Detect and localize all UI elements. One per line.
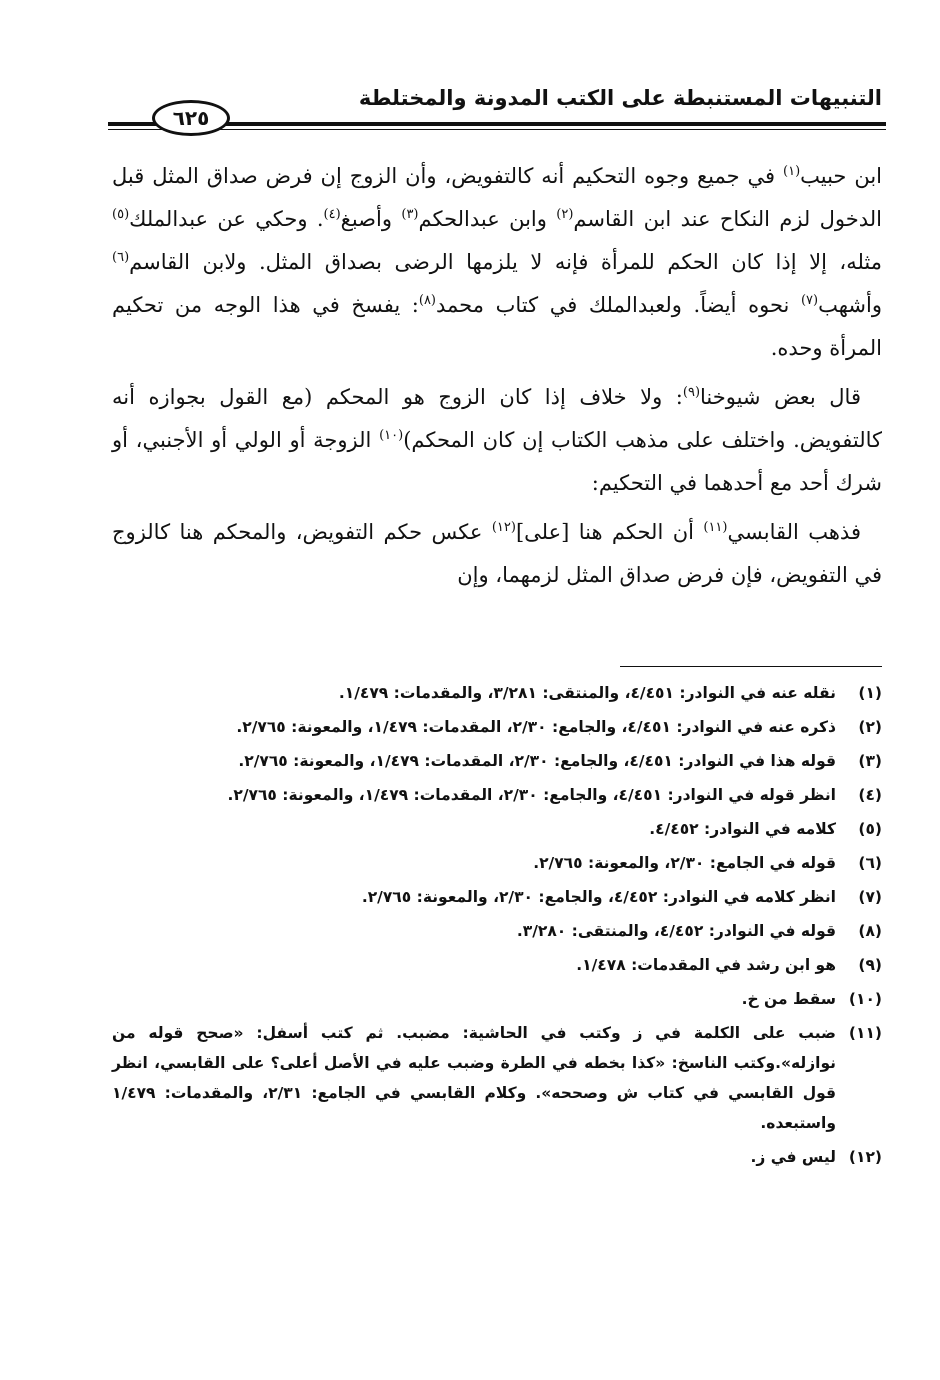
- text-run: نحوه أيضاً. ولعبدالملك في كتاب محمد: [436, 293, 801, 317]
- footnote-text: قوله في الجامع: ٢/٣٠، والمعونة: ٢/٧٦٥.: [533, 854, 836, 872]
- text-run: في جميع وجوه التحكيم أنه كالتفويض، وأن الزوج إن فرض صداق المثل قبل الدخول لزم النكاح عند ابن القاسم: [112, 164, 882, 231]
- footnote: [112, 882, 882, 912]
- footnotes: [112, 678, 882, 1176]
- footnote-number: (١٠): [848, 990, 882, 1008]
- footnote-ref-8: (٨): [418, 293, 436, 308]
- footnote: [112, 1018, 882, 1138]
- footnote: [112, 848, 882, 878]
- footnote-text: نقله عنه في النوادر: ٤/٤٥١، والمنتقى: ٣/٢٨١، والمقدمات: ١/٤٧٩.: [338, 684, 836, 702]
- footnote-number: (١٢): [848, 1148, 882, 1166]
- footnote-ref-6: (٦): [112, 250, 130, 265]
- footnote: [112, 814, 882, 844]
- footnote-text: ضبب على الكلمة في ز وكتب في الحاشية: مضبب. ثم كتب أسفل: «صحح قوله من نوازله».وكتب الناسخ: «كذا بخطه في الطرة وضبب عليه في الأصل أعلى؟ على القابسي، انظر قول القابسي في كتاب ش وصححه». وكلام القابسي في الجامع: ٢/٣١، والمقدمات: ١/٤٧٩ واستبعده.: [112, 1024, 837, 1132]
- footnote-text: انظر كلامه في النوادر: ٤/٤٥٢، والجامع: ٢/٣٠، والمعونة: ٢/٧٦٥.: [361, 888, 836, 906]
- running-title: التنبيهات المستنبطة على الكتب المدونة والمختلطة: [358, 86, 882, 110]
- footnote-text: انظر قوله في النوادر: ٤/٤٥١، والجامع: ٢/٣٠، المقدمات: ١/٤٧٩، والمعونة: ٢/٧٦٥.: [227, 786, 836, 804]
- footnote-number: (٨): [858, 922, 882, 940]
- text-run: فذهب القابسي: [727, 520, 861, 544]
- footnote-number: (٤): [858, 786, 882, 804]
- footnote-text: كلامه في النوادر: ٤/٤٥٢.: [649, 820, 836, 838]
- footnote-separator: [620, 666, 882, 667]
- footnote: [112, 1142, 882, 1172]
- footnote-ref-4: (٤): [323, 207, 341, 222]
- footnote-text: ليس في ز.: [750, 1148, 836, 1166]
- footnote-number: (٢): [858, 718, 882, 736]
- footnote-ref-1: (١): [783, 164, 801, 179]
- footnote: [112, 712, 882, 742]
- footnote: [112, 916, 882, 946]
- footnote-ref-7: (٧): [800, 293, 819, 308]
- text-run: أن الحكم هنا [على]: [515, 520, 704, 544]
- header-rule-thin: [108, 129, 886, 130]
- footnote-text: سقط من خ.: [741, 990, 836, 1008]
- text-run: : ولا خلاف إذا كان الزوج هو المحكم (مع القول بجوازه أنه كالتفويض. واختلف على مذهب الكتاب إن كان المحكم): [112, 385, 882, 452]
- text-run: عكس حكم التفويض، والمحكم هنا كالزوج في التفويض، فإن فرض صداق المثل لزمهما، وإن: [112, 520, 882, 587]
- footnote-number: (٥): [858, 820, 882, 838]
- footnote-number: (٣): [858, 752, 882, 770]
- text-run: وأشهب: [818, 293, 882, 317]
- text-run: وأصبغ: [340, 207, 402, 231]
- text-run: : يفسخ في هذا الوجه من تحكيم المرأة وحده.: [112, 293, 882, 360]
- footnote-ref-11: (١١): [703, 520, 728, 535]
- text-run: . وحكي عن عبدالملك: [129, 207, 324, 231]
- main-text: [112, 155, 882, 603]
- footnote-ref-12: (١٢): [491, 520, 516, 535]
- footnote-ref-2: (٢): [556, 207, 574, 222]
- text-run: قال بعض شيوخنا: [700, 385, 861, 409]
- footnote-text: قوله في النوادر: ٤/٤٥٢، والمنتقى: ٣/٢٨٠.: [516, 922, 836, 940]
- footnote: [112, 678, 882, 708]
- footnote: [112, 780, 882, 810]
- footnote: [112, 950, 882, 980]
- paragraph-1: [112, 155, 882, 370]
- paragraph-3: [112, 511, 882, 597]
- footnote-number: (٧): [858, 888, 882, 906]
- footnote-ref-9: (٩): [682, 385, 701, 400]
- text-run: ابن حبيب: [800, 164, 882, 188]
- footnote: [112, 746, 882, 776]
- footnote-number: (٩): [858, 956, 882, 974]
- text-run: مثله، إلا إذا كان الحكم للمرأة فإنه لا يلزمها الرضى بصداق المثل. ولابن القاسم: [129, 250, 882, 274]
- footnote-number: (٦): [858, 854, 882, 872]
- page-number: ٦٢٥: [152, 100, 230, 136]
- footnote: [112, 984, 882, 1014]
- footnote-number: (١): [858, 684, 882, 702]
- text-run: وابن عبدالحكم: [418, 207, 557, 231]
- text-run: الزوجة أو الولي أو الأجنبي، أو شرك أحد مع أحدهما في التحكيم:: [112, 428, 882, 495]
- footnote-ref-5: (٥): [112, 207, 130, 222]
- paragraph-2: [112, 376, 882, 505]
- page-header: [108, 82, 886, 138]
- footnote-ref-10: (١٠): [379, 428, 404, 443]
- footnote-text: هو ابن رشد في المقدمات: ١/٤٧٨.: [576, 956, 836, 974]
- footnote-number: (١١): [848, 1024, 882, 1042]
- footnote-text: ذكره عنه في النوادر: ٤/٤٥١، والجامع: ٢/٣٠، المقدمات: ١/٤٧٩، والمعونة: ٢/٧٦٥.: [236, 718, 836, 736]
- footnote-text: قوله هذا في النوادر: ٤/٤٥١، والجامع: ٢/٣٠، المقدمات: ١/٤٧٩، والمعونة: ٢/٧٦٥.: [238, 752, 836, 770]
- footnote-ref-3: (٣): [401, 207, 419, 222]
